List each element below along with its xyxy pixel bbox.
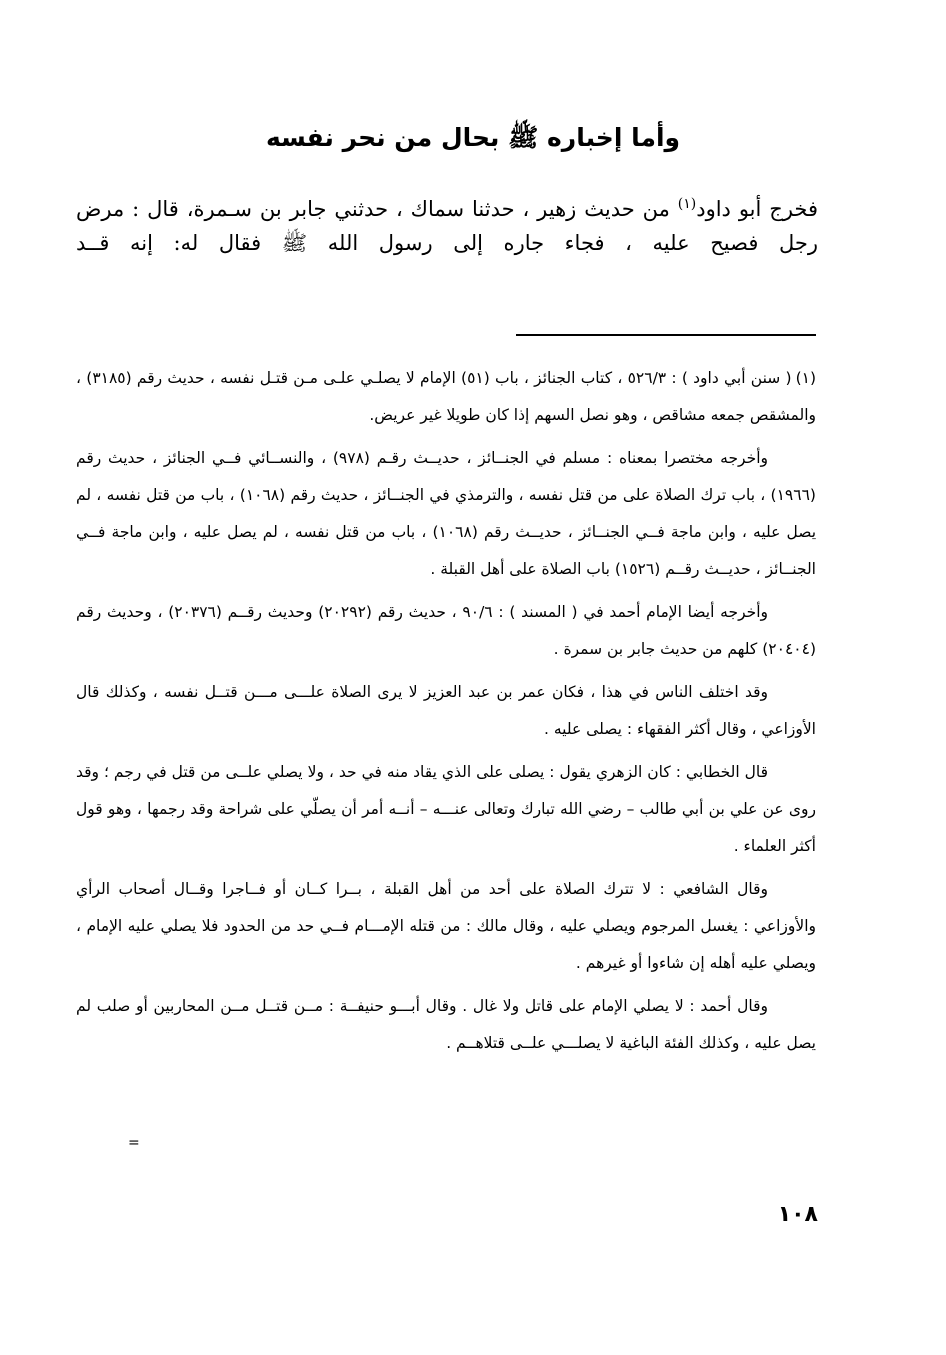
page-title: وأما إخباره ﷺ بحال من نحر نفسه [265,123,681,152]
footnotes-section [76,360,816,1068]
footnote-reference: (١) [677,196,697,212]
footnote-first-text: ( سنن أبي داود ) : ٥٢٦/٣ ، كتاب الجنائز ، باب (٥١) الإمام لا يصلـي علـى مـن قتـل نفسه ، حديث رقم (٣١٨٥) ، والمشقص جمعه مشاقص ، وهو نصل السهم إذا كان طويلا غير عريض. [76,369,816,424]
footnote-separator [516,334,816,336]
footnote-paragraph: وأخرجه مختصرا بمعناه : مسلم في الجنــائز ، حديــث رقـم (٩٧٨) ، والنســائي فــي الجنائز ، حديث رقم (١٩٦٦) ، باب ترك الصلاة على من قتل نفسه ، والترمذي في الجنــائز ، حديث رقم (١٠٦٨) ، باب من قتل نفسه ، لم يصل عليه ، وابن ماجة فــي الجنــائز ، حديــث رقم (١٠٦٨) ، باب من قتل نفسه ، لم يصل عليه ، وابن ماجة فــي الجنــائز ، حديــث رقــم (١٥٢٦) باب الصلاة على أهل القبلة . [76,449,817,578]
footnote-paragraph: وقال الشافعي : لا تترك الصلاة على أحد من أهل القبلة ، بــرا كــان أو فــاجرا وقــال أصحاب الرأي والأوزاعي : يغسل المرجوم ويصلي عليه ، وقال مالك : من قتله الإمـــام فــي حد من الحدود فلا يصلي عليه الإمام ، ويصلي عليه أهله إن شاءوا أو غيرهم . [76,880,816,972]
footnote-paragraph: وقال أحمد : لا يصلي الإمام على قاتل ولا غال . وقال أبـــو حنيفــة : مــن قتــل مــن المحاربين أو صلب لم يصل عليه ، وكذلك الفئة الباغية لا يصلـــي علــى قتلاهــم . [76,997,816,1052]
main-paragraph [76,192,818,260]
footnote-first-paragraph [76,360,816,434]
page-number: ١٠٨ [777,1202,818,1227]
stray-mark: = [128,1135,140,1151]
footnote-paragraph: وقد اختلف الناس في هذا ، فكان عمر بن عبد العزيز لا يرى الصلاة علـــى مـــن قتــل نفسه ، وكذلك قال الأوزاعي ، وقال أكثر الفقهاء : يصلى عليه . [76,683,816,738]
footnote-number: (١) [795,369,817,387]
main-text-before-ref: فخرج أبو داود [696,197,818,221]
footnote-paragraph: وأخرجه أيضا الإمام أحمد في ( المسند ) : ٩٠/٦ ، حديث رقم (٢٠٢٩٢) وحديث رقــم (٢٠٣٧٦) ، وحديث رقم (٢٠٤٠٤) كلهم من حديث جابر بن سمرة . [76,603,816,658]
main-text-after-ref: من حديث زهير ، حدثنا سماك ، حدثني جابر بن سـمرة، قال : مرض رجل فصيح عليه ، فجاء جاره إلى رسول الله ﷺ فقال له: إنه قــد [76,197,818,255]
footnote-paragraph: قال الخطابي : كان الزهري يقول : يصلى على الذي يقاد منه في حد ، ولا يصلي علــى من قتل في رجم ؛ وقد روى عن علي بن أبي طالب – رضي الله تبارك وتعالى عنـــه – أنــه أمر أن يصلّي على شراحة وقد رجمها ، وهو قول أكثر العلماء . [76,763,816,855]
